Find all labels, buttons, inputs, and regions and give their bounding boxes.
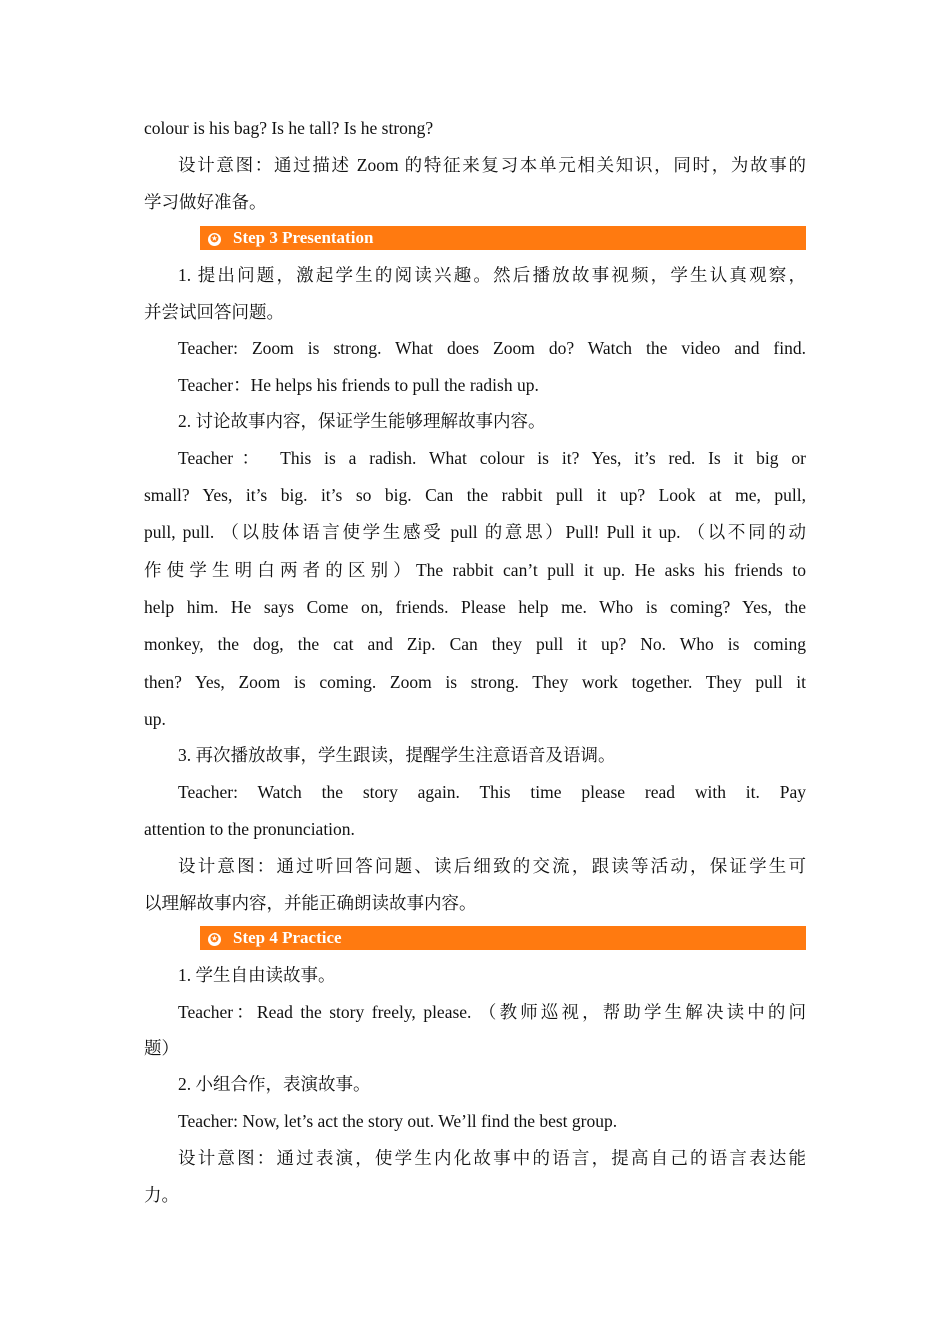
text-line: 设计意图：通过描述 Zoom 的特征来复习本单元相关知识，同时，为故事的 (178, 155, 806, 175)
text-line: then? Yes, Zoom is coming. Zoom is strong. They work together. They pull it (144, 672, 806, 692)
star-badge-icon: ✪ (208, 233, 221, 246)
text-line: 3. 再次播放故事，学生跟读，提醒学生注意语音及语调。 (178, 745, 616, 765)
text-line: 设计意图：通过听回答问题、读后细致的交流，跟读等活动，保证学生可 (178, 856, 806, 876)
text-line: small? Yes, it’s big. it’s so big. Can the rabbit pull it up? Look at me, pull, (144, 485, 806, 505)
text-line: help him. He says Come on, friends. Please help me. Who is coming? Yes, the (144, 597, 806, 617)
text-line: pull, pull. （以肢体语言使学生感受 pull 的意思）Pull! Pull it up. （以不同的动 (144, 522, 806, 542)
text-line: 力。 (144, 1185, 179, 1205)
text-line: Teacher：Read the story freely, please. （教师巡视，帮助学生解决读中的问 (178, 1002, 806, 1022)
text-line: monkey, the dog, the cat and Zip. Can they pull it up? No. Who is coming (144, 634, 806, 654)
step-4-label: Step 4 Practice (233, 928, 342, 947)
step-3-label: Step 3 Presentation (233, 228, 374, 247)
step-3-heading (200, 226, 806, 250)
text-line: up. (144, 709, 166, 729)
text-line: Teacher: Now, let’s act the story out. We’ll find the best group. (178, 1111, 618, 1131)
text-line: 题） (144, 1038, 179, 1058)
text-line: 2. 讨论故事内容，保证学生能够理解故事内容。 (178, 411, 546, 431)
text-line: 1. 学生自由读故事。 (178, 965, 336, 985)
text-line: 2. 小组合作，表演故事。 (178, 1074, 371, 1094)
text-line: Teacher：He helps his friends to pull the radish up. (178, 375, 539, 395)
text-line: 学习做好准备。 (144, 192, 267, 212)
text-line: 并尝试回答问题。 (144, 302, 284, 322)
text-line: 1. 提出问题，激起学生的阅读兴趣。然后播放故事视频，学生认真观察， (178, 265, 806, 285)
text-line: 以理解故事内容，并能正确朗读故事内容。 (144, 893, 477, 913)
step-4-heading (200, 926, 806, 950)
star-badge-icon: ✪ (208, 933, 221, 946)
text-line: Teacher： This is a radish. What colour is it? Yes, it’s red. Is it big or (178, 448, 806, 468)
text-line: Teacher: Watch the story again. This time please read with it. Pay (178, 782, 806, 802)
text-line: 作使学生明白两者的区别）The rabbit can’t pull it up. He asks his friends to (144, 560, 806, 580)
text-line: 设计意图：通过表演，使学生内化故事中的语言，提高自己的语言表达能 (178, 1148, 806, 1168)
text-line: colour is his bag? Is he tall? Is he strong? (144, 118, 434, 138)
text-line: attention to the pronunciation. (144, 819, 355, 839)
text-line: Teacher: Zoom is strong. What does Zoom do? Watch the video and find. (178, 338, 806, 358)
